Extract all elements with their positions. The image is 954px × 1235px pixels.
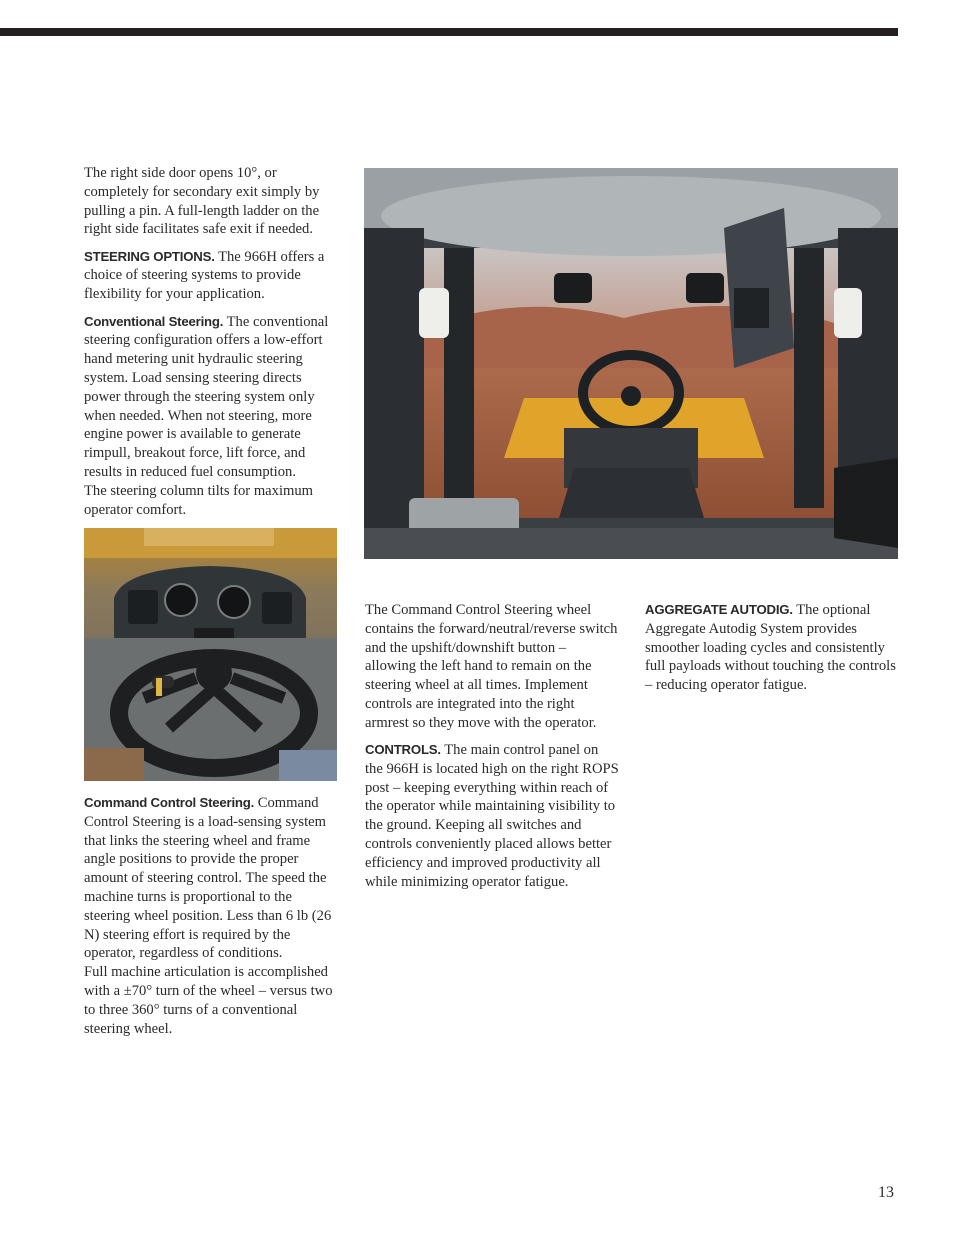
command-control-paragraph: [84, 794, 338, 963]
command-control-articulation: Full machine articulation is accomplished with a ±70° turn of the wheel – versus two to three 360° turns of a conventional steering wheel.: [84, 964, 333, 1037]
page-number: 13: [878, 1184, 894, 1201]
command-control-text: Command Control Steering is a load-sensing system that links the steering wheel and frame angle positions to provide the proper amount of steering control. The speed the machine turns is proportional to the steering wheel position. Less than 6 lb (26 N) steering effort is required by the operator, regardless of conditions.: [84, 795, 332, 962]
intro-paragraph: The right side door opens 10°, or completely for secondary exit simply by pulling a pin. A full-length ladder on the right side facilitates safe exit if needed.: [84, 165, 320, 238]
steering-options-heading: STEERING OPTIONS.: [84, 248, 215, 264]
column-left-lower: [84, 794, 338, 1047]
command-control-heading: Command Control Steering.: [84, 795, 255, 810]
column-right: [645, 601, 899, 703]
conventional-steering-tilt: The steering column tilts for maximum operator comfort.: [84, 482, 313, 518]
autodig-paragraph: [645, 601, 899, 695]
wheel-description-paragraph: The Command Control Steering wheel contains the forward/neutral/reverse switch and the upshift/downshift button – allowing the left hand to remain on the steering wheel at all times. Implement controls are integrated into the right armrest so they move with the operator.: [365, 602, 618, 731]
controls-text: The main control panel on the 966H is located high on the right ROPS post – keeping everything within reach of the operator while maintaining visibility to the ground. Keeping all switches and controls conveniently placed allows better efficiency and improved productivity all while minimizing operator fatigue.: [365, 742, 619, 890]
steering-wheel-photo: [84, 528, 337, 781]
steering-options-text: The 966H offers a choice of steering systems to provide flexibility for your application.: [84, 248, 325, 303]
cab-interior-photo: [364, 168, 898, 559]
conventional-steering-heading: Conventional Steering.: [84, 313, 224, 329]
column-left-upper: [84, 164, 338, 528]
autodig-text: The optional Aggregate Autodig System provides smoother loading cycles and consistently full payloads without touching the controls – reducing operator fatigue.: [645, 602, 896, 694]
steering-options-paragraph: [84, 248, 338, 304]
top-rule: [0, 28, 898, 36]
controls-heading: CONTROLS.: [365, 742, 441, 758]
conventional-steering-paragraph: [84, 313, 338, 482]
controls-paragraph: [365, 741, 619, 891]
column-middle: [365, 601, 619, 900]
conventional-steering-text: The conventional steering configuration offers a low-effort hand metering unit hydraulic steering system. Load sensing steering directs power through the steering system only when needed. When not steering, more engine power is available to generate rimpull, breakout force, lift force, and results in reduced fuel consumption.: [84, 313, 329, 480]
autodig-heading: AGGREGATE AUTODIG.: [645, 602, 793, 617]
